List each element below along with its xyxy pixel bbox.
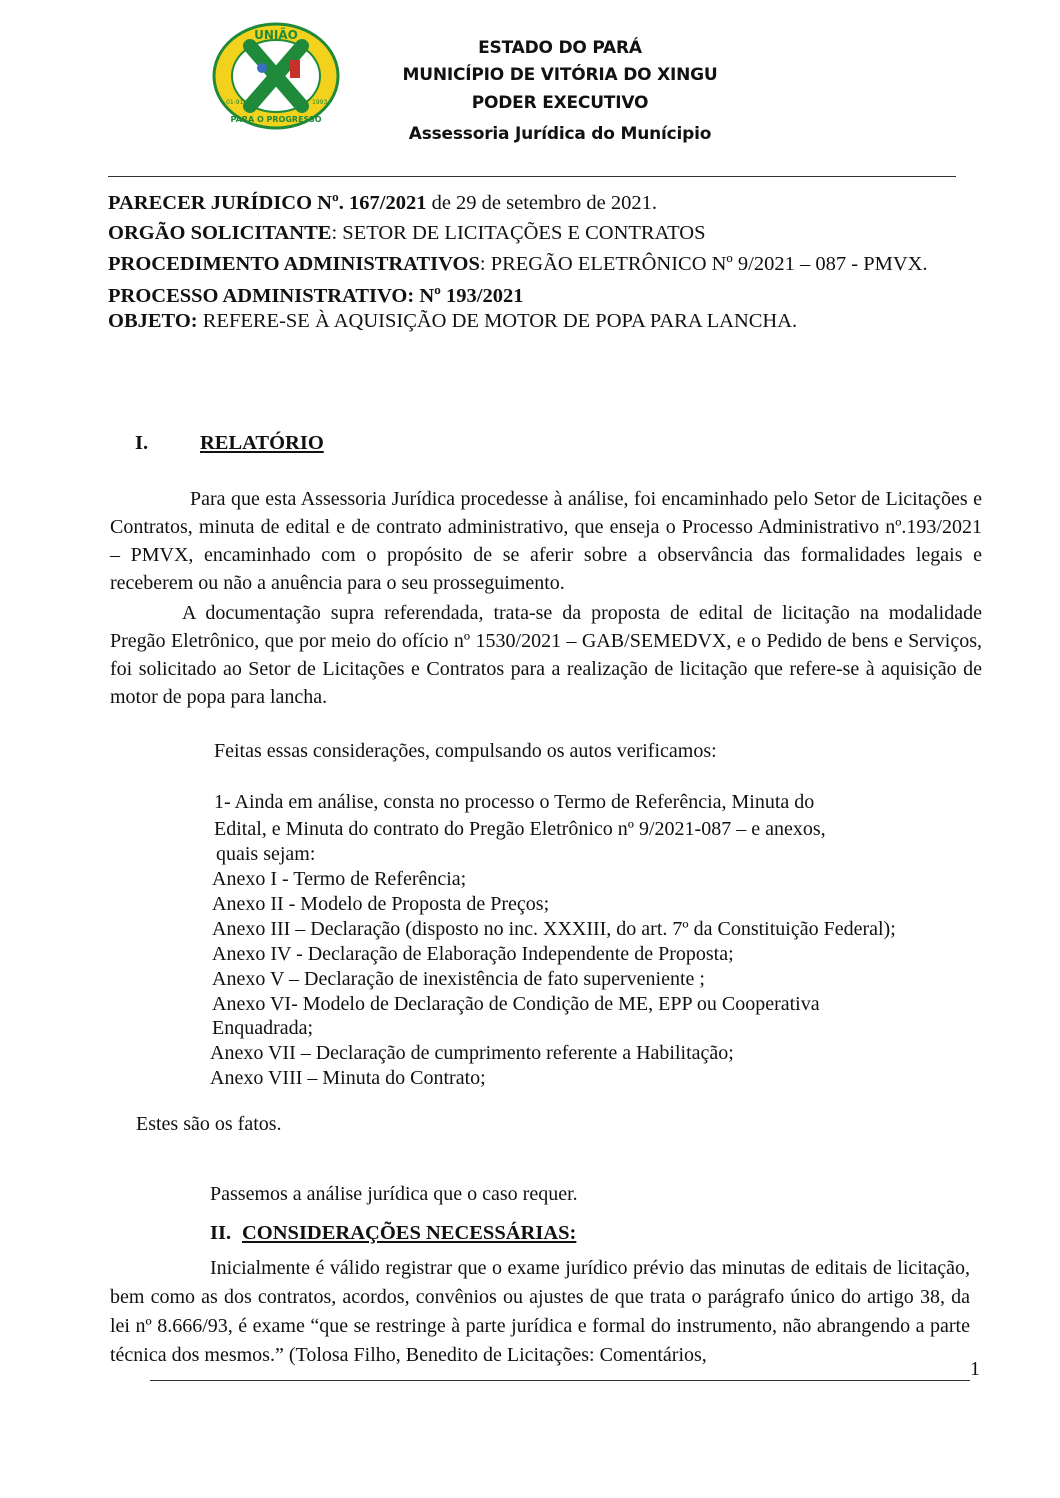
processo-label: PROCESSO ADMINISTRATIVO: Nº 193/2021 (108, 285, 524, 307)
annex-item: Anexo VI- Modelo de Declaração de Condição de ME, EPP ou Cooperativa (212, 993, 820, 1015)
svg-text:UNIÃO: UNIÃO (254, 28, 298, 42)
objeto-line (108, 310, 797, 333)
footer-divider (150, 1380, 970, 1381)
annex-item: Anexo VIII – Minuta do Contrato; (210, 1067, 486, 1089)
procedimento-value: : PREGÃO ELETRÔNICO Nº 9/2021 – 087 - PMVX. (479, 253, 928, 275)
svg-text:PARA O PROGRESSO: PARA O PROGRESSO (230, 115, 322, 124)
section-2-title (242, 1222, 576, 1245)
annex-item: Anexo IV - Declaração de Elaboração Independente de Proposta; (212, 943, 734, 965)
facts-line: Estes são os fatos. (136, 1113, 282, 1135)
paragraph-1: Para que esta Assessoria Jurídica procedesse à análise, foi encaminhado pelo Setor de Licitações e Contratos, minuta de edital e de contrato administrativo, que enseja o Processo Administrativo nº.193/2021 – PMVX, encaminhado com o propósito de se aferir sobre a observância das formalidades legais e receberem ou não a anuência para o seu prosseguimento. (110, 488, 982, 594)
header-municipality: MUNICÍPIO DE VITÓRIA DO XINGU (402, 65, 718, 85)
header-divider (108, 176, 956, 177)
svg-text:1993: 1993 (312, 99, 328, 106)
parecer-date: de 29 de setembro de 2021. (426, 192, 658, 214)
analysis-line: Passemos a análise jurídica que o caso requer. (210, 1183, 578, 1205)
svg-text:01-91: 01-91 (226, 99, 244, 106)
processo-line (108, 285, 523, 308)
orgao-line (108, 222, 706, 245)
procedimento-label: PROCEDIMENTO ADMINISTRATIVOS (108, 253, 480, 275)
annex-item: Anexo VII – Declaração de cumprimento referente a Habilitação; (210, 1042, 734, 1064)
header-executive: PODER EXECUTIVO (471, 93, 649, 113)
municipal-emblem-logo (212, 22, 340, 130)
header-legal-office: Assessoria Jurídica do Munícipio (408, 124, 712, 144)
item-1-line-3: quais sejam: (216, 843, 316, 865)
orgao-value: : SETOR DE LICITAÇÕES E CONTRATOS (331, 222, 706, 244)
paragraph-4: Inicialmente é válido registrar que o exame jurídico prévio das minutas de editais de licitação, bem como as dos contratos, acordos, convênios ou ajustes de que trata o parágrafo único do artigo 38, da lei nº 8.666/93, é exame “que se restringe à parte jurídica e formal do instrumento, não abrangendo a parte técnica dos mesmos.” (Tolosa Filho, Benedito de Licitações: Comentários, (110, 1257, 970, 1366)
section-2-number: II. (210, 1222, 232, 1244)
orgao-label: ORGÃO SOLICITANTE (108, 222, 332, 244)
section-1-title (200, 432, 324, 455)
item-1-line-1: 1- Ainda em análise, consta no processo o Termo de Referência, Minuta do (214, 791, 815, 813)
header-state: ESTADO DO PARÁ (478, 38, 642, 58)
annex-item: Anexo III – Declaração (disposto no inc. XXXIII, do art. 7º da Constituição Federal); (212, 918, 896, 940)
parecer-label: PARECER JURÍDICO Nº. 167/2021 (108, 192, 427, 214)
page-number: 1 (970, 1358, 980, 1380)
paragraph-3: Feitas essas considerações, compulsando os autos verificamos: (214, 740, 717, 762)
section-2-title-text: CONSIDERAÇÕES NECESSÁRIAS: (242, 1222, 577, 1244)
annex-item: Enquadrada; (212, 1017, 314, 1039)
parecer-line (108, 192, 657, 215)
annex-item: Anexo I - Termo de Referência; (212, 868, 467, 890)
objeto-value: REFERE-SE À AQUISIÇÃO DE MOTOR DE POPA PARA LANCHA. (197, 310, 798, 332)
procedimento-line (108, 253, 928, 276)
annex-item: Anexo V – Declaração de inexistência de fato superveniente ; (212, 968, 705, 990)
paragraph-2: A documentação supra referendada, trata-se da proposta de edital de licitação na modalidade Pregão Eletrônico, que por meio do ofício nº 1530/2021 – GAB/SEMEDVX, e o Pedido de bens e Serviços, foi solicitado ao Setor de Licitações e Contratos para a realização de licitação que refere-se à aquisição de motor de popa para lancha. (110, 602, 982, 708)
section-1-number: I. (135, 432, 149, 454)
objeto-label: OBJETO: (108, 310, 198, 332)
item-1-line-2: Edital, e Minuta do contrato do Pregão Eletrônico nº 9/2021-087 – e anexos, (214, 818, 826, 840)
annex-item: Anexo II - Modelo de Proposta de Preços; (212, 893, 550, 915)
section-1-title-text: RELATÓRIO (200, 432, 324, 454)
